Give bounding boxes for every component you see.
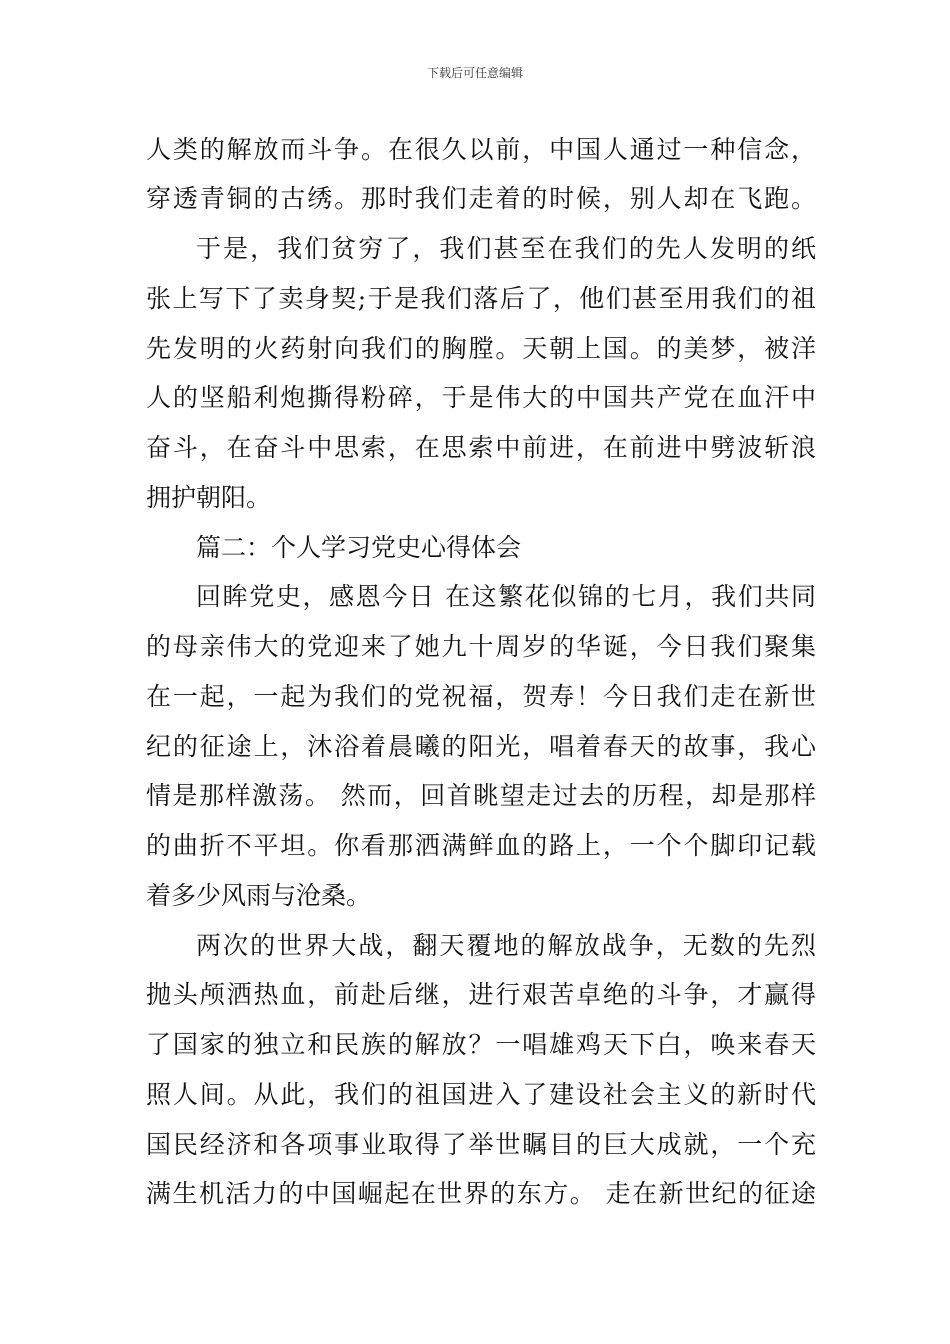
text-line: 拥护朝阳。 <box>146 483 272 512</box>
text-line: 奋斗，在奋斗中思索，在思索中前进，在前进中劈波斩浪 <box>146 433 816 462</box>
text-line: 人类的解放而斗争。在很久以前，中国人通过一种信念， <box>146 135 816 164</box>
text-line: 人的坚船利炮撕得粉碎，于是伟大的中国共产党在血汗中 <box>146 383 816 412</box>
text-line: 满生机活力的中国崛起在世界的东方。 走在新世纪的征途 <box>146 1179 816 1208</box>
text-line: 纪的征途上，沐浴着晨曦的阳光，唱着春天的故事，我心 <box>146 732 816 761</box>
text-line: 情是那样激荡。 然而，回首眺望走过去的历程，却是那样 <box>146 781 816 810</box>
text-line: 两次的世界大战，翻天覆地的解放战争，无数的先烈 <box>196 931 816 960</box>
text-line: 穿透青铜的古绣。那时我们走着的时候，别人却在飞跑。 <box>146 184 816 213</box>
text-line: 回眸党史，感恩今日 在这繁花似锦的七月，我们共同 <box>196 582 816 611</box>
text-line: 着多少风雨与沧桑。 <box>146 881 372 910</box>
text-line: 先发明的火药射向我们的胸膛。天朝上国。的美梦，被洋 <box>146 334 816 363</box>
text-line: 了国家的独立和民族的解放？一唱雄鸡天下白，唤来春天 <box>146 1030 816 1059</box>
section-heading: 篇二：个人学习党史心得体会 <box>196 533 522 562</box>
text-line: 国民经济和各项事业取得了举世瞩目的巨大成就，一个充 <box>146 1130 816 1159</box>
text-line: 的曲折不平坦。你看那洒满鲜血的路上，一个个脚印记载 <box>146 831 816 860</box>
page-header-note: 下载后可任意编辑 <box>426 66 523 80</box>
text-line: 在一起，一起为我们的党祝福，贺寿！今日我们走在新世 <box>146 682 816 711</box>
text-line: 照人间。从此，我们的祖国进入了建设社会主义的新时代 <box>146 1080 816 1109</box>
text-line: 抛头颅洒热血，前赴后继，进行艰苦卓绝的斗争，才赢得 <box>146 980 816 1009</box>
text-line: 于是，我们贫穷了，我们甚至在我们的先人发明的纸 <box>196 234 816 263</box>
text-line: 的母亲伟大的党迎来了她九十周岁的华诞，今日我们聚集 <box>146 632 816 661</box>
text-line: 张上写下了卖身契;于是我们落后了，他们甚至用我们的祖 <box>146 284 816 313</box>
